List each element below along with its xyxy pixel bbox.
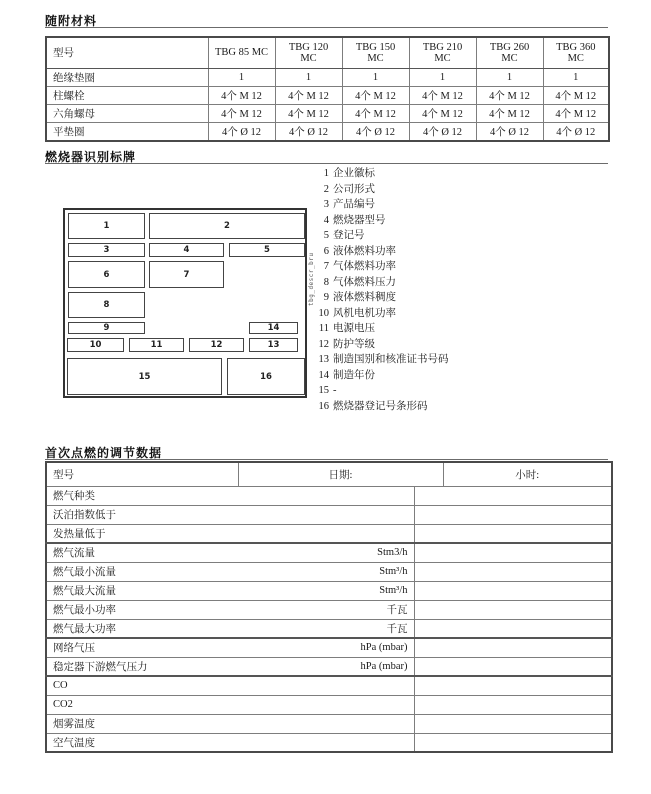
id-plate-diagram [45, 166, 608, 418]
legend-item [318, 399, 449, 415]
materials-title-rule [45, 27, 608, 28]
param-cell [46, 676, 414, 695]
ignition-header-row [46, 462, 612, 486]
cell: 4个 Ø 12 [208, 122, 275, 141]
value-cell [414, 486, 612, 505]
param-label: 燃气最大功率 [53, 623, 116, 635]
legend-item [318, 383, 449, 399]
materials-header-tbg210: TBG 210 MC [409, 37, 476, 68]
legend-text: 制造国别和核准证书号码 [333, 354, 449, 365]
legend-item [318, 213, 449, 229]
table-row [46, 600, 612, 619]
materials-header-tbg85: TBG 85 MC [208, 37, 275, 68]
materials-section-title: 随附材料 [45, 14, 98, 28]
value-cell [414, 581, 612, 600]
ignition-header-hours: 小时: [443, 462, 612, 486]
legend-num: 12 [318, 338, 329, 350]
value-cell [414, 733, 612, 752]
legend-num: 5 [323, 230, 329, 241]
plate-box-12: 12 [189, 338, 244, 352]
cell: 4个 M 12 [476, 104, 543, 122]
legend-num: 16 [318, 400, 329, 412]
legend-num: 4 [323, 214, 329, 226]
plate-box-7: 7 [149, 261, 224, 288]
legend-item [318, 244, 449, 260]
cell: 4个 Ø 12 [342, 122, 409, 141]
legend-text: - [333, 385, 337, 396]
legend-num: 1 [323, 168, 329, 179]
row-label: 绝缘垫圈 [46, 68, 208, 86]
cell: 1 [543, 68, 609, 86]
legend-item [318, 259, 449, 275]
value-cell [414, 600, 612, 619]
cell: 4个 M 12 [208, 86, 275, 104]
legend-text: 风机电机功率 [333, 307, 396, 319]
row-label: 柱螺栓 [46, 86, 208, 104]
materials-header-tbg120: TBG 120 MC [275, 37, 342, 68]
legend-text: 企业徽标 [333, 168, 375, 179]
param-unit: Stm³/h [379, 585, 408, 596]
cell: 4个 M 12 [275, 86, 342, 104]
param-unit: hPa (mbar) [360, 660, 408, 672]
value-cell [414, 695, 612, 714]
param-label: 发热量低于 [53, 528, 106, 540]
legend-text: 液体燃料功率 [333, 245, 396, 257]
value-cell [414, 714, 612, 733]
legend-item [318, 182, 449, 198]
row-label: 六角螺母 [46, 104, 208, 122]
value-cell [414, 562, 612, 581]
cell: 4个 M 12 [543, 104, 609, 122]
param-cell [46, 505, 414, 524]
param-label: 稳定器下游燃气压力 [53, 661, 148, 673]
table-row [46, 733, 612, 752]
legend-num: 14 [318, 369, 329, 381]
plate-box-4: 4 [149, 243, 224, 257]
table-row [46, 619, 612, 638]
legend-item [318, 321, 449, 337]
cell: 4个 Ø 12 [409, 122, 476, 141]
plate-box-9: 9 [68, 322, 145, 334]
table-row [46, 695, 612, 714]
plate-box-14: 14 [249, 322, 298, 334]
ignition-title-rule [45, 459, 608, 460]
param-cell [46, 581, 414, 600]
value-cell [414, 505, 612, 524]
param-unit: 千瓦 [386, 623, 408, 635]
figure-caption: tbg_descr_bru [308, 252, 315, 306]
param-label: 燃气最大流量 [53, 586, 116, 597]
plate-box-8: 8 [68, 292, 145, 318]
param-label: 燃气流量 [53, 548, 95, 560]
legend-text: 产品编号 [333, 199, 375, 210]
legend-item [318, 290, 449, 306]
legend-text: 登记号 [333, 230, 365, 241]
legend-text: 制造年份 [333, 369, 375, 381]
plate-box-16: 16 [227, 358, 305, 395]
cell: 1 [342, 68, 409, 86]
legend-item [318, 166, 449, 182]
legend-item [318, 352, 449, 368]
param-label: 燃气最小流量 [53, 567, 116, 578]
legend-num: 3 [323, 199, 329, 210]
table-row [46, 676, 612, 695]
cell: 4个 M 12 [409, 104, 476, 122]
param-cell [46, 524, 414, 543]
legend-text: 气体燃料压力 [333, 276, 396, 288]
param-unit: Stm3/h [377, 547, 408, 559]
materials-table [45, 36, 610, 142]
table-row [46, 122, 609, 141]
param-cell [46, 600, 414, 619]
materials-header-tbg150: TBG 150 MC [342, 37, 409, 68]
legend-num: 10 [318, 307, 329, 319]
legend-text: 公司形式 [333, 183, 375, 195]
cell: 4个 Ø 12 [543, 122, 609, 141]
param-unit: hPa (mbar) [360, 642, 408, 654]
param-cell [46, 562, 414, 581]
legend-num: 9 [323, 292, 329, 303]
param-label: 沃泊指数低于 [53, 510, 116, 521]
param-label: CO2 [53, 699, 73, 710]
table-row [46, 68, 609, 86]
value-cell [414, 524, 612, 543]
cell: 4个 Ø 12 [476, 122, 543, 141]
ignition-header-model: 型号 [46, 462, 238, 486]
param-cell [46, 638, 414, 657]
param-cell [46, 657, 414, 676]
legend-item [318, 337, 449, 353]
legend-item [318, 275, 449, 291]
table-row [46, 505, 612, 524]
table-row [46, 543, 612, 562]
plate-box-3: 3 [68, 243, 145, 257]
table-row [46, 657, 612, 676]
cell: 1 [208, 68, 275, 86]
table-row [46, 104, 609, 122]
param-cell [46, 619, 414, 638]
param-label: CO [53, 680, 68, 692]
table-row [46, 581, 612, 600]
param-label: 空气温度 [53, 737, 95, 749]
cell: 4个 M 12 [208, 104, 275, 122]
param-cell [46, 733, 414, 752]
value-cell [414, 638, 612, 657]
param-cell [46, 486, 414, 505]
materials-header-row [46, 37, 609, 68]
cell: 4个 M 12 [476, 86, 543, 104]
legend-text: 燃烧器登记号条形码 [333, 400, 428, 412]
ignition-section-title: 首次点燃的调节数据 [45, 446, 163, 460]
legend-num: 11 [318, 323, 329, 334]
legend-num: 7 [323, 261, 329, 272]
legend-item [318, 228, 449, 244]
table-row [46, 524, 612, 543]
legend-text: 气体燃料功率 [333, 261, 396, 272]
id-plate-drawing [63, 208, 307, 398]
legend-num: 8 [323, 276, 329, 288]
legend-item [318, 368, 449, 384]
param-label: 网络气压 [53, 643, 95, 655]
ignition-header-date: 日期: [238, 462, 443, 486]
legend-num: 15 [318, 385, 329, 396]
cell: 1 [275, 68, 342, 86]
table-row [46, 562, 612, 581]
legend-num: 13 [318, 354, 329, 365]
legend-item [318, 197, 449, 213]
param-unit: 千瓦 [386, 605, 408, 616]
param-label: 燃气种类 [53, 491, 95, 502]
plate-box-11: 11 [129, 338, 184, 352]
legend-item [318, 306, 449, 322]
materials-header-tbg260: TBG 260 MC [476, 37, 543, 68]
plate-box-2: 2 [149, 213, 305, 239]
legend-num: 2 [323, 183, 329, 195]
cell: 4个 M 12 [275, 104, 342, 122]
plate-box-5: 5 [229, 243, 305, 257]
cell: 4个 M 12 [342, 104, 409, 122]
table-row [46, 86, 609, 104]
materials-header-tbg360: TBG 360 MC [543, 37, 609, 68]
cell: 4个 Ø 12 [275, 122, 342, 141]
materials-header-model: 型号 [46, 37, 208, 68]
value-cell [414, 619, 612, 638]
legend-text: 电源电压 [333, 323, 375, 334]
param-unit: Stm³/h [379, 566, 408, 577]
plate-box-15: 15 [67, 358, 222, 395]
id-plate-title-rule [45, 163, 608, 164]
table-row [46, 486, 612, 505]
plate-box-6: 6 [68, 261, 145, 288]
param-cell [46, 695, 414, 714]
cell: 4个 M 12 [543, 86, 609, 104]
param-cell [46, 714, 414, 733]
value-cell [414, 543, 612, 562]
legend-text: 燃烧器型号 [333, 214, 386, 226]
cell: 1 [409, 68, 476, 86]
id-plate-section-title: 燃烧器识别标牌 [45, 150, 137, 164]
cell: 4个 M 12 [409, 86, 476, 104]
ignition-table [45, 461, 613, 753]
row-label: 平垫圈 [46, 122, 208, 141]
legend-num: 6 [323, 245, 329, 257]
id-plate-legend [318, 166, 449, 414]
plate-box-13: 13 [249, 338, 298, 352]
table-row [46, 638, 612, 657]
param-label: 烟雾温度 [53, 719, 95, 730]
cell: 1 [476, 68, 543, 86]
param-cell [46, 543, 414, 562]
legend-text: 液体燃料稠度 [333, 292, 396, 303]
legend-text: 防护等级 [333, 338, 375, 350]
value-cell [414, 676, 612, 695]
param-label: 燃气最小功率 [53, 605, 116, 616]
value-cell [414, 657, 612, 676]
table-row [46, 714, 612, 733]
cell: 4个 M 12 [342, 86, 409, 104]
plate-box-10: 10 [67, 338, 124, 352]
plate-box-1: 1 [68, 213, 145, 239]
